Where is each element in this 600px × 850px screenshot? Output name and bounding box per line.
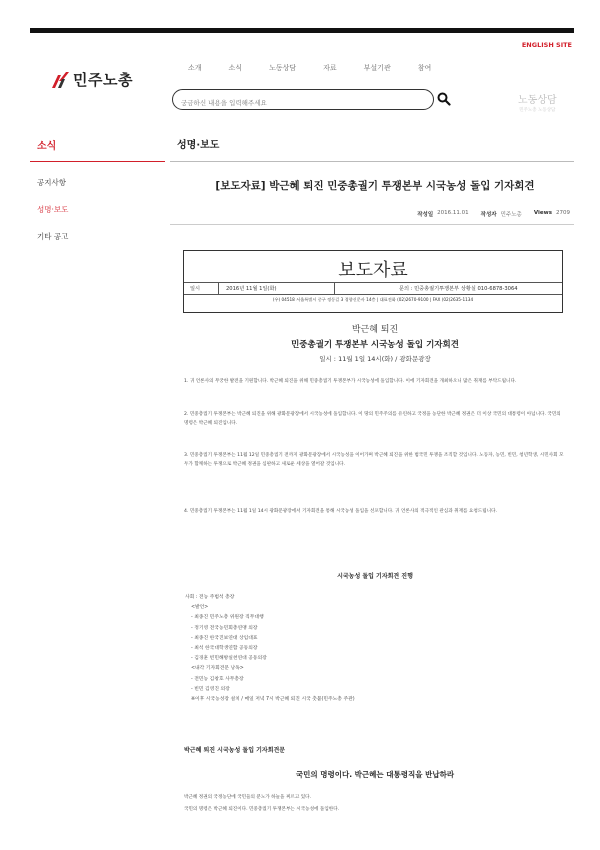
meta-views: 2709 bbox=[556, 210, 570, 216]
article-paragraph: 1. 귀 언론사의 무궁한 발전을 기원합니다. 박근혜 퇴진을 위해 민중총궐기 투쟁본부가 시국농성에 돌입합니다. 이에 기자회견을 개최하오니 많은 취재를 부탁드립니다. bbox=[184, 379, 517, 384]
nav-item-intro[interactable]: 소개 bbox=[188, 64, 202, 72]
nav-item-labor-consult[interactable]: 노동상담 bbox=[269, 64, 297, 72]
labor-consult-sub: 민주노총 노동상담 bbox=[519, 108, 556, 113]
list-item: <내각 기자회견문 낭독> bbox=[191, 666, 244, 672]
search-button[interactable] bbox=[437, 91, 451, 110]
press-contact: 민중총궐기투쟁본부 상황실 010-6878-3064 bbox=[414, 286, 518, 292]
sidebar-item-statements[interactable]: 성명·보도 bbox=[37, 205, 69, 214]
program-title: 시국농성 돌입 기자회견 진행 bbox=[337, 573, 413, 580]
meta-date-label: 작성일 bbox=[417, 212, 434, 218]
article-headline: [보도자료] 박근혜 퇴진 민중총궐기 투쟁본부 시국농성 돌입 기자회견 bbox=[215, 180, 535, 192]
sidebar-item-notice[interactable]: 공지사항 bbox=[37, 178, 66, 187]
list-item: 사회 : 전농 주범석 총장 bbox=[185, 595, 235, 600]
english-site-link[interactable]: ENGLISH SITE bbox=[521, 41, 572, 49]
article-meta bbox=[417, 210, 570, 218]
meta-writer: 민주노총 bbox=[500, 212, 522, 218]
logo-text: 민주노총 bbox=[73, 71, 133, 89]
press-release-box bbox=[183, 250, 563, 313]
nav-item-materials[interactable]: 자료 bbox=[323, 64, 337, 72]
article-paragraph: 4. 민중총궐기 투쟁본부는 11월 1일 14시 광화문광장에서 기자회견을 통해 시국농성 돌입을 선포합니다. 귀 언론사의 적극적인 관심과 취재를 요청드립니다. bbox=[184, 509, 497, 514]
meta-divider bbox=[170, 224, 574, 225]
article-subtitle-1: 박근혜 퇴진 bbox=[351, 325, 399, 335]
top-bar bbox=[30, 28, 574, 33]
list-item: - 최석 한국대학생연합 공동의장 bbox=[191, 646, 258, 652]
meta-date: 2016.11.01 bbox=[437, 210, 469, 216]
press-address: (우) 04518 서울특별시 중구 정동길 3 경향신문사 14층 | 대표전화 (02)2670-9100 | FAX (02)2635-1134 bbox=[272, 297, 474, 302]
list-item: - 빈민 김영진 의장 bbox=[191, 686, 230, 692]
list-item: <발언> bbox=[191, 605, 209, 611]
main-nav bbox=[188, 63, 458, 73]
press-release-title: 보도자료 bbox=[338, 260, 408, 281]
page-title: 성명·보도 bbox=[177, 140, 220, 151]
meta-writer-label: 작성자 bbox=[480, 212, 497, 218]
list-item: - 최종진 민주노총 위원장 직무대행 bbox=[191, 615, 264, 621]
nav-item-participate[interactable]: 참여 bbox=[417, 64, 432, 72]
title-divider bbox=[170, 161, 574, 162]
article-paragraph: 3. 민중총궐기 투쟁본부는 11월 12일 민중총궐기 전까지 광화문광장에서 시국농성을 이어가며 박근혜 퇴진을 위한 범국민 투쟁을 조직할 것입니다. 노동자, 농민, 빈민, 청년학생, 시민사회 모두가 함께하는 투쟁으로 박근혜 정권을 심판하고 새로운 세상을 열어갈 것입니다. bbox=[184, 453, 564, 467]
labor-consult-label: 노동상담 bbox=[518, 95, 557, 106]
closing-paragraph: 국민의 명령은 박근혜 퇴진이다. 민중총궐기 투쟁본부는 시국농성에 돌입한다. bbox=[184, 807, 340, 812]
list-item: - 정기영 전국농민회총연맹 의장 bbox=[191, 625, 258, 631]
logo[interactable] bbox=[50, 69, 133, 90]
search-icon bbox=[437, 92, 451, 106]
search-input[interactable] bbox=[181, 99, 411, 107]
list-item: ※이후 시국농성장 설치 / 매일 저녁 7시 박근혜 퇴진 시국 촛불(민주노총 주관) bbox=[191, 697, 355, 703]
kctu-logo-icon bbox=[50, 72, 70, 88]
sidebar-title: 소식 bbox=[37, 141, 57, 152]
closing-title: 박근혜 퇴진 시국농성 돌입 기자회견문 bbox=[184, 747, 286, 754]
press-release-info-row bbox=[184, 282, 562, 295]
sidebar-divider bbox=[30, 161, 165, 162]
press-contact-label: 문의 bbox=[399, 286, 410, 292]
list-item: - 김경훈 빈민해방실천연대 공동의장 bbox=[191, 656, 267, 662]
program-list bbox=[185, 593, 355, 705]
press-date-label: 일시 bbox=[190, 286, 201, 292]
article-paragraph: 2. 민중총궐기 투쟁본부는 박근혜 퇴진을 위해 광화문광장에서 시국농성에 돌입합니다. 이 땅의 민주주의를 유린하고 국정을 농단한 박근혜 정권은 더 이상 국민의 대통령이 아닙니다. 국민의 명령은 박근혜 퇴진입니다. bbox=[184, 412, 561, 426]
nav-item-affiliates[interactable]: 부설기관 bbox=[363, 64, 391, 72]
cell-divider bbox=[334, 283, 335, 294]
closing-paragraph: 박근혜 정권의 국정농단에 국민들의 분노가 하늘을 찌르고 있다. bbox=[184, 795, 312, 800]
press-date: 2016년 11월 1일(화) bbox=[226, 286, 277, 292]
list-item: - 최종진 한국진보연대 상임대표 bbox=[191, 635, 258, 641]
article-subtitle-2: 민중총궐기 투쟁본부 시국농성 돌입 기자회견 bbox=[291, 340, 459, 350]
search-box bbox=[172, 89, 434, 110]
meta-views-label: Views bbox=[533, 210, 552, 216]
press-contact-cell: 문의 : 민중총궐기투쟁본부 상황실 010-6878-3064 bbox=[399, 286, 518, 292]
closing-headline: 국민의 명령이다. 박근혜는 대통령직을 반납하라 bbox=[295, 770, 455, 779]
nav-item-news[interactable]: 소식 bbox=[228, 64, 243, 72]
list-item: - 전민농 김창호 사무총장 bbox=[191, 676, 244, 682]
labor-consult-link[interactable] bbox=[518, 91, 557, 113]
cell-divider bbox=[218, 283, 219, 294]
sidebar-item-other[interactable]: 기타 공고 bbox=[37, 232, 69, 241]
article-subtitle-3: 일시 : 11월 1일 14시(화) / 광화문광장 bbox=[319, 355, 431, 363]
